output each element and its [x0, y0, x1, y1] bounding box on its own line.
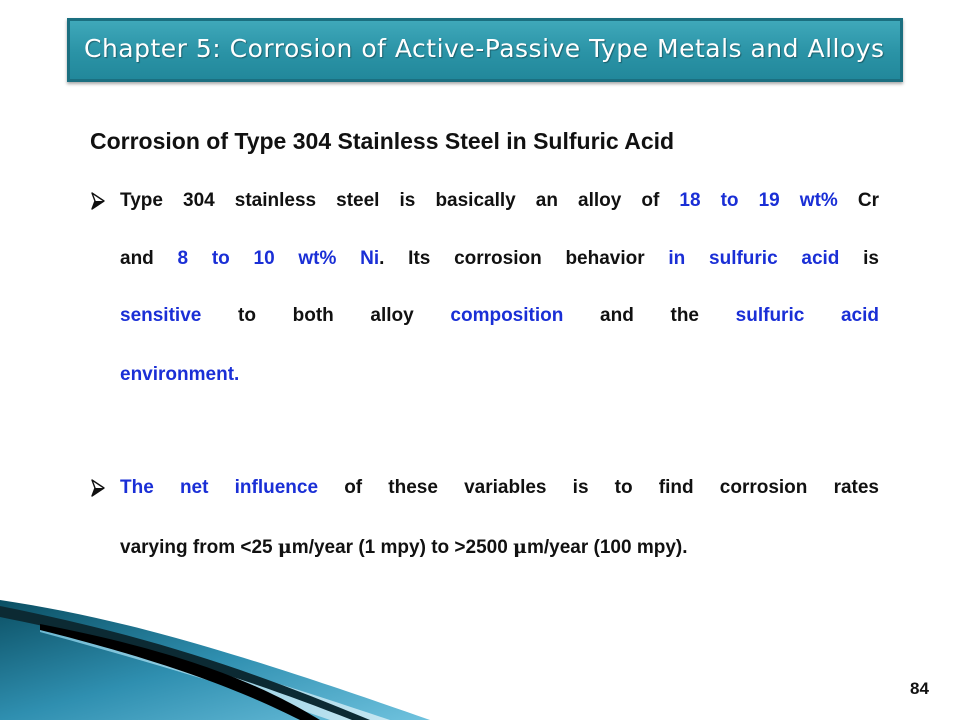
bullet-line	[120, 536, 879, 560]
highlight-text: in sulfuric acid	[668, 248, 840, 269]
text-run: and the	[563, 305, 736, 326]
mu-symbol: μ	[277, 536, 292, 558]
mu-symbol: μ	[513, 536, 527, 558]
text-run: to both alloy	[201, 305, 451, 326]
bullet-line	[120, 190, 879, 214]
text-run: Type 304 stainless steel is basically an alloy of	[120, 190, 680, 211]
bullet-line	[120, 305, 879, 329]
slide-title: Chapter 5: Corrosion of Active-Passive Type Metals and Alloys	[84, 34, 885, 63]
slide-title-bar	[67, 18, 903, 82]
arrow-bullet-icon	[91, 192, 105, 210]
text-run: m/year (100 mpy).	[526, 537, 688, 558]
page-number: 84	[910, 679, 929, 698]
highlight-text: 8 to 10 wt% Ni	[177, 248, 380, 269]
bullet-line	[120, 477, 879, 501]
highlight-text: sensitive	[120, 305, 202, 326]
highlight-text: 18 to 19 wt%	[679, 190, 838, 211]
highlight-text: environment.	[120, 364, 240, 385]
highlight-text: sulfuric acid	[735, 305, 879, 326]
text-run: m/year (1 mpy) to >2500	[291, 537, 514, 558]
text-run: Cr	[837, 190, 879, 211]
text-run: and	[120, 248, 178, 269]
highlight-text: composition	[450, 305, 564, 326]
highlight-text: The net influence	[120, 477, 319, 498]
section-heading: Corrosion of Type 304 Stainless Steel in Sulfuric Acid	[90, 128, 675, 154]
text-run: of these variables is to find corrosion rates	[318, 477, 879, 498]
text-run: . Its corrosion behavior	[379, 248, 669, 269]
bullet-line	[120, 364, 879, 388]
arrow-bullet-icon	[91, 479, 105, 497]
text-run: varying from <25	[120, 537, 278, 558]
bullet-line	[120, 248, 879, 272]
text-run: is	[839, 248, 879, 269]
